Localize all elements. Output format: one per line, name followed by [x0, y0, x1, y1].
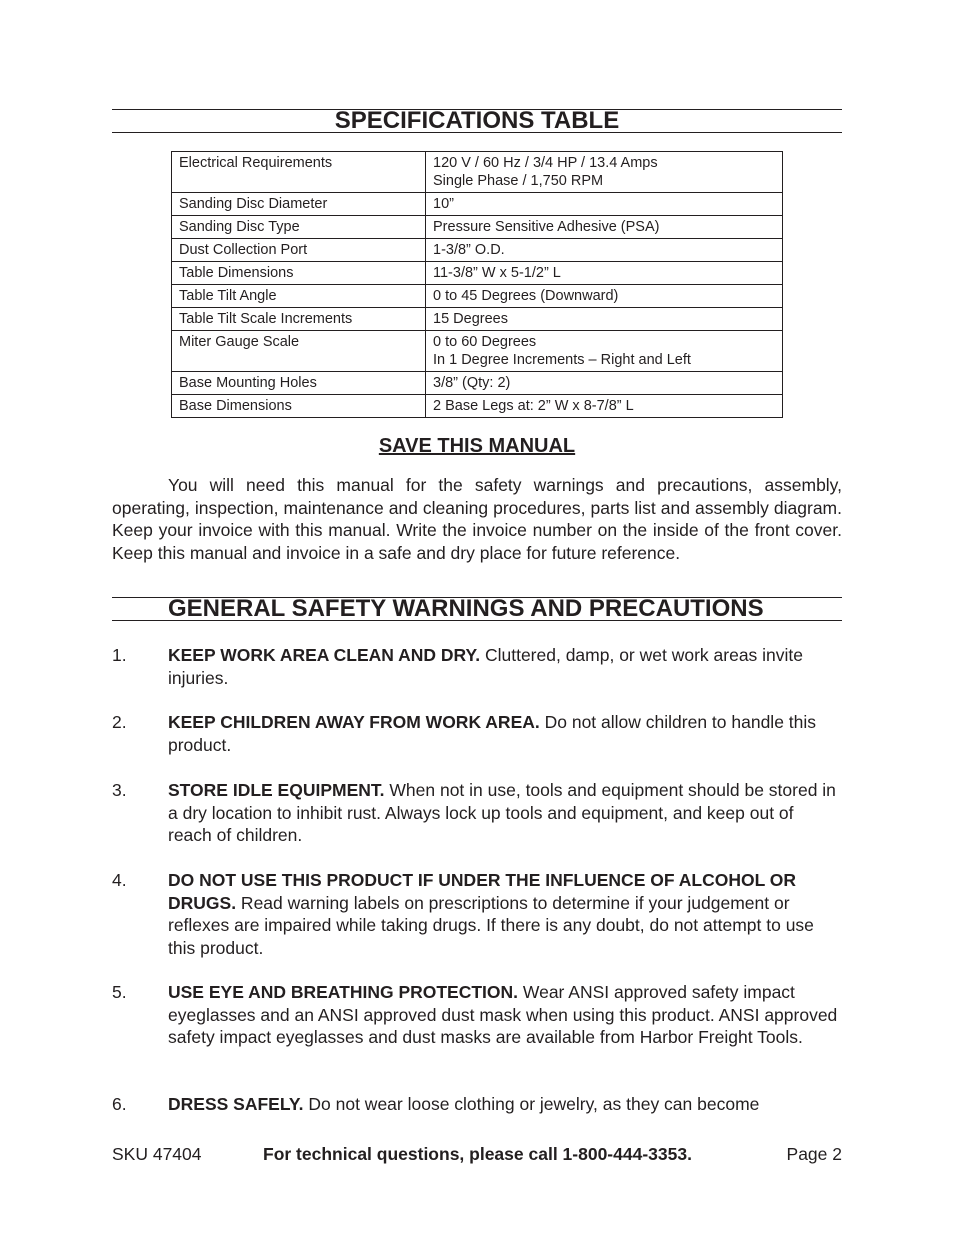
item-text: [168, 1093, 842, 1116]
safety-section-heading: [112, 597, 842, 621]
table-row: [172, 285, 783, 308]
spec-value-line: 0 to 60 Degrees: [433, 334, 537, 350]
item-number: 6.: [112, 1094, 127, 1114]
spec-value: 11-3/8” W x 5-1/2” L: [426, 262, 783, 285]
spec-label: Base Dimensions: [172, 395, 426, 418]
spec-label: Table Dimensions: [172, 262, 426, 285]
item-body: Cluttered, damp, or wet work areas invite injuries.: [168, 645, 804, 688]
table-row: [172, 239, 783, 262]
spec-label: Base Mounting Holes: [172, 372, 426, 395]
table-row: [172, 216, 783, 239]
spec-label: Sanding Disc Type: [172, 216, 426, 239]
item-heading: DO NOT USE THIS PRODUCT IF UNDER THE INFLUENCE OF ALCOHOL OR DRUGS.: [168, 870, 797, 913]
table-row: [172, 193, 783, 216]
save-manual-heading: [0, 435, 954, 458]
item-heading: KEEP WORK AREA CLEAN AND DRY.: [168, 645, 481, 665]
item-number: 2.: [112, 712, 127, 732]
spec-value-line: 120 V / 60 Hz / 3/4 HP / 13.4 Amps: [433, 155, 658, 171]
spec-value: 3/8” (Qty: 2): [426, 372, 783, 395]
spec-title: SPECIFICATIONS TABLE: [334, 107, 620, 134]
item-body: Do not wear loose clothing or jewelry, as they can become: [303, 1094, 760, 1114]
item-text: [168, 711, 842, 756]
spec-value: [426, 152, 783, 193]
spec-value-line: In 1 Degree Increments – Right and Left: [433, 352, 691, 368]
spec-value: [426, 331, 783, 372]
item-body: Wear ANSI approved safety impact eyeglasses and an ANSI approved dust mask when using this product. ANSI approved safety impact eyeglasses and dust masks are available from Harbor Freight Tools.: [168, 982, 838, 1047]
table-row: [172, 395, 783, 418]
spec-value: 10”: [426, 193, 783, 216]
item-number: 4.: [112, 870, 127, 890]
sku-label: SKU 47404: [112, 1144, 202, 1164]
item-text: [168, 779, 842, 847]
item-body: When not in use, tools and equipment should be stored in a dry location to inhibit rust. Always lock up tools and equipment, and keep out of reach of children.: [168, 780, 836, 845]
item-number: 5.: [112, 982, 127, 1002]
page-number: Page 2: [786, 1144, 842, 1164]
item-heading: KEEP CHILDREN AWAY FROM WORK AREA.: [168, 712, 540, 732]
table-row: [172, 331, 783, 372]
spec-label: Sanding Disc Diameter: [172, 193, 426, 216]
save-manual-paragraph: You will need this manual for the safety warnings and precautions, assembly, operating, inspection, maintenance and cleaning procedures, parts list and assembly diagram. Keep your invoice with this manual. Write the invoice number on the inside of the front cover. Keep this manual and invoice in a safe and dry place for future reference.: [112, 475, 842, 563]
spec-label: Table Tilt Scale Increments: [172, 308, 426, 331]
item-body: Read warning labels on prescriptions to determine if your judgement or reflexes are impaired while taking drugs. If there is any doubt, do not attempt to use this product.: [168, 892, 814, 958]
spec-value: Pressure Sensitive Adhesive (PSA): [426, 216, 783, 239]
safety-title: GENERAL SAFETY WARNINGS AND PRECAUTIONS: [168, 595, 764, 622]
table-row: [172, 262, 783, 285]
item-number: 3.: [112, 780, 127, 800]
table-row: [172, 372, 783, 395]
item-heading: USE EYE AND BREATHING PROTECTION.: [168, 982, 519, 1002]
spec-label: Electrical Requirements: [172, 152, 426, 193]
spec-value: 2 Base Legs at: 2” W x 8-7/8” L: [426, 395, 783, 418]
tech-support-line: For technical questions, please call 1-800-444-3353.: [263, 1144, 692, 1164]
table-row: [172, 152, 783, 193]
table-row: [172, 308, 783, 331]
item-text: [168, 869, 842, 959]
item-text: [168, 644, 842, 689]
spec-label: Dust Collection Port: [172, 239, 426, 262]
spec-section-heading: [112, 109, 842, 133]
save-manual-title: SAVE THIS MANUAL: [378, 435, 576, 457]
item-text: [168, 981, 842, 1049]
spec-value: 0 to 45 Degrees (Downward): [426, 285, 783, 308]
item-heading: STORE IDLE EQUIPMENT.: [168, 780, 385, 800]
spec-label: Miter Gauge Scale: [172, 331, 426, 372]
item-heading: DRESS SAFELY.: [168, 1094, 304, 1114]
specifications-table: [171, 151, 783, 418]
item-body: Do not allow children to handle this product.: [168, 712, 817, 755]
spec-value: 15 Degrees: [426, 308, 783, 331]
spec-value: 1-3/8” O.D.: [426, 239, 783, 262]
spec-value-line: Single Phase / 1,750 RPM: [433, 173, 604, 189]
spec-label: Table Tilt Angle: [172, 285, 426, 308]
item-number: 1.: [112, 645, 127, 665]
